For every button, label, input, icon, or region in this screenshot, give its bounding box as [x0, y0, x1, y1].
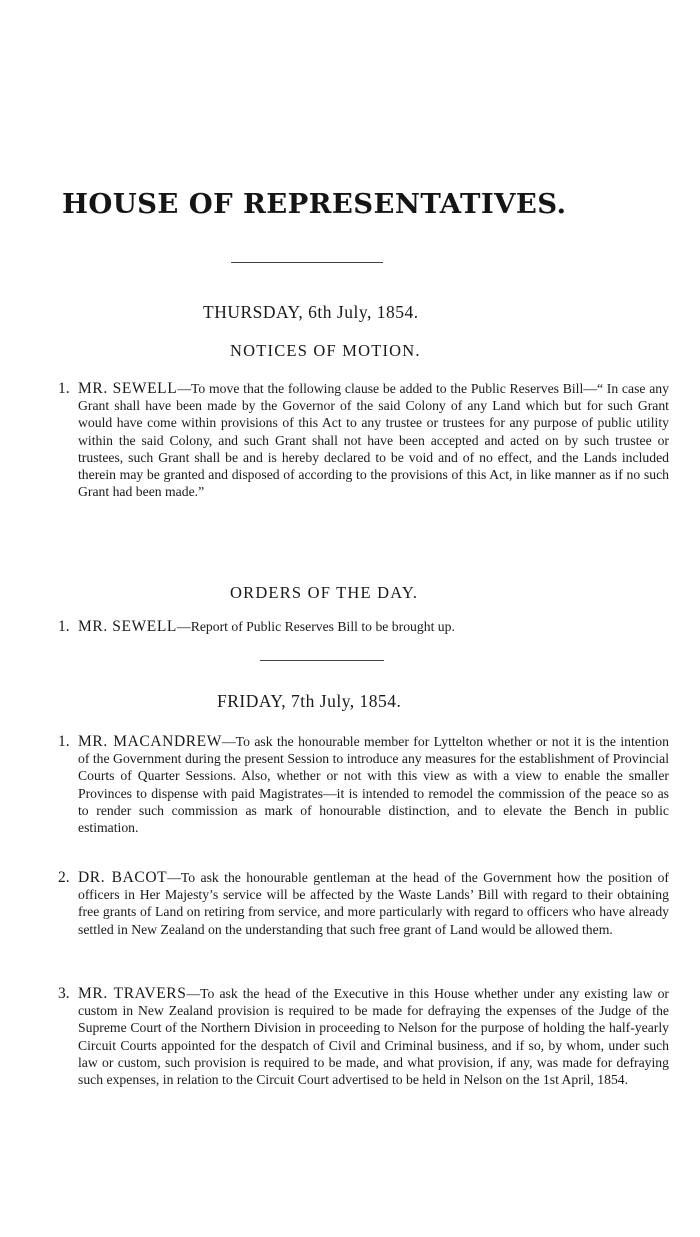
item-number: 3.: [58, 985, 70, 1002]
day-divider: [260, 660, 384, 661]
member-name: MR. SEWELL: [78, 380, 178, 397]
item-text: [78, 985, 669, 1088]
member-name: MR. MACANDREW: [78, 733, 222, 750]
item-text: [78, 380, 669, 500]
item-text: [78, 869, 669, 938]
question-text: —To ask the honourable gentleman at the head of the Government how the position of officers in Her Majesty’s service will be affected by the Waste Lands’ Bill with regard to their obtaining free grants of Land on retiring from service, and more particularly with regard to officers who have already settled in New Zealand on the understanding that such free grant of Land would be allowed them.: [78, 870, 669, 937]
item-number: 1.: [58, 618, 70, 635]
member-name: MR. SEWELL: [78, 618, 177, 635]
title-divider: [231, 262, 383, 263]
section-heading-orders-of-the-day: ORDERS OF THE DAY.: [230, 583, 419, 602]
page-title: HOUSE OF REPRESENTATIVES.: [62, 188, 567, 220]
day-heading-friday: FRIDAY, 7th July, 1854.: [217, 691, 402, 711]
member-name: MR. TRAVERS: [78, 985, 187, 1002]
item-number: 2.: [58, 869, 70, 886]
section-heading-notices-of-motion: NOTICES OF MOTION.: [230, 341, 421, 360]
order-text: —Report of Public Reserves Bill to be brought up.: [177, 619, 455, 634]
item-text: [78, 618, 669, 635]
member-name: DR. BACOT: [78, 869, 168, 886]
question-text: —To ask the head of the Executive in this House whether under any existing law or custom in New Zealand provision is required to be made for defraying the expenses of the Judge of the Supreme Court of the Northern Division in proceeding to Nelson for the purpose of holding the half-yearly Circuit Courts appointed for the despatch of Civil and Criminal business, and if so, by whom, under such law or custom, such provision is required to be made, and what provision, if any, was made for defraying such expenses, in relation to the Circuit Court advertised to be held in Nelson on the 1st April, 1854.: [78, 986, 669, 1088]
day-heading-thursday: THURSDAY, 6th July, 1854.: [203, 302, 419, 322]
motion-text: —To move that the following clause be added to the Public Reserves Bill—“ In case any Grant shall have been made by the Governor of the said Colony of any Land which but for such Grant would have come within provisions of this Act to any trustee or trustees for any purpose of public utility within the said Colony, and such Grant shall not have been accepted and acted on by such trustee or trustees, such Grant shall be and is hereby declared to be void and of no effect, and the Lands included therein may be granted and disposed of according to the provisions of this Act, in like manner as if no such Grant had been made.”: [78, 381, 669, 500]
question-text: —To ask the honourable member for Lyttelton whether or not it is the intention of the Government during the present Session to introduce any measures for the establishment of Provincial Courts of Quarter Sessions. Also, whether or not with this view as with a view to enable the smaller Provinces to dispense with paid Magistrates—it is intended to remodel the commission of the peace so as to render such commission as mark of honourable distinction, and to elevate the Bench in public estimation.: [78, 734, 669, 836]
item-text: [78, 733, 669, 836]
item-number: 1.: [58, 733, 70, 750]
item-number: 1.: [58, 380, 70, 397]
